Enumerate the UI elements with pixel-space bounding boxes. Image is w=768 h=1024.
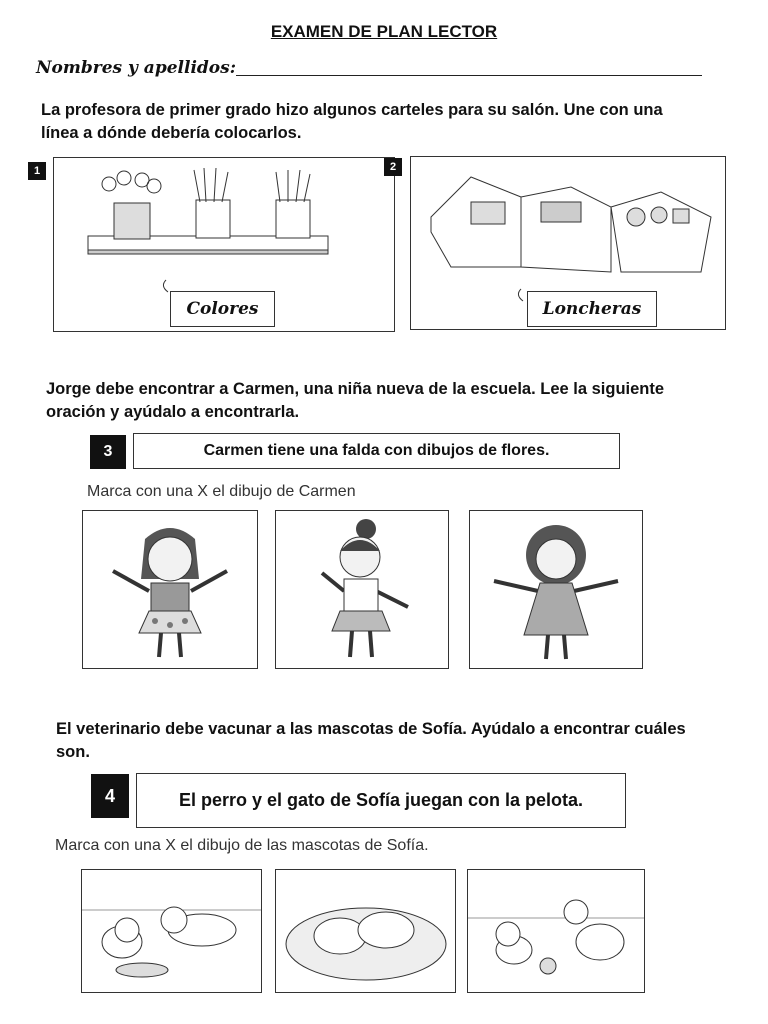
hint-4: Marca con una X el dibujo de las mascotas de Sofía.: [55, 837, 429, 854]
page-title: EXAMEN DE PLAN LECTOR: [270, 22, 498, 41]
instruction-1: La profesora de primer grado hizo algunos carteles para su salón. Une con una línea a dónde debería colocarlos.: [41, 101, 663, 142]
pets-option-2[interactable]: [275, 869, 456, 993]
sign-loncheras: Loncheras: [527, 291, 657, 327]
instruction-2: Jorge debe encontrar a Carmen, una niña nueva de la escuela. Lee la siguiente oración y ayúdalo a encontrarla.: [46, 380, 665, 421]
question-number-3: 3: [90, 435, 126, 469]
question-number-4: 4: [91, 774, 129, 818]
hint-3: Marca con una X el dibujo de Carmen: [87, 483, 356, 500]
sentence-box-4: El perro y el gato de Sofía juegan con la pelota.: [136, 773, 626, 828]
cat-and-dog-with-ball-illustration: [468, 870, 644, 992]
girl-option-1[interactable]: [82, 510, 258, 669]
instruction-3: El veterinario debe vacunar a las mascotas de Sofía. Ayúdalo a encontrar cuáles son.: [56, 720, 686, 761]
girl-printed-dress-illustration: [470, 511, 642, 668]
cat-and-dog-eating-illustration: [82, 870, 261, 992]
panel-number-2: 2: [384, 158, 402, 176]
girl-option-2[interactable]: [275, 510, 449, 669]
cat-and-dog-sleeping-illustration: [276, 870, 455, 992]
pets-option-1[interactable]: [81, 869, 262, 993]
girl-floral-skirt-illustration: [83, 511, 257, 668]
sentence-box-3: Carmen tiene una falda con dibujos de flores.: [133, 433, 620, 469]
panel-number-1: 1: [28, 162, 46, 180]
name-field-line[interactable]: [236, 75, 702, 76]
sign-colores: Colores: [170, 291, 275, 327]
girl-option-3[interactable]: [469, 510, 643, 669]
name-label: Nombres y apellidos:: [36, 58, 236, 78]
pets-option-3[interactable]: [467, 869, 645, 993]
girl-dotted-skirt-illustration: [276, 511, 448, 668]
